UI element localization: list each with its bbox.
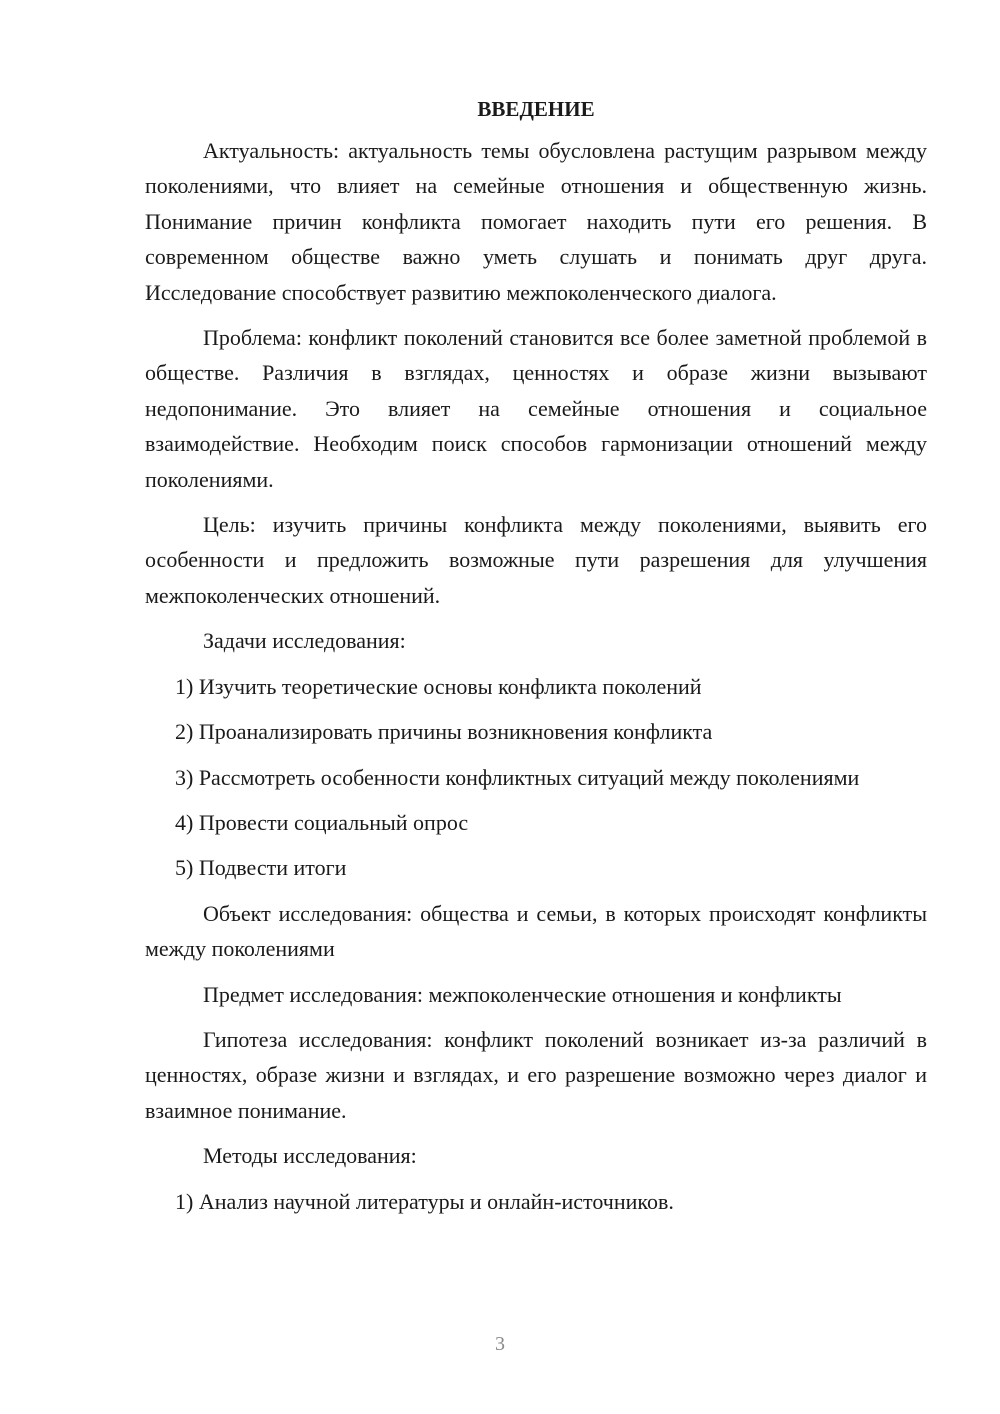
problem-paragraph: Проблема: конфликт поколений становится все более заметной проблемой в обществе. Различия в взглядах, ценностях и образе жизни вызывают недопонимание. Это влияет на семейные отношения и социальное взаимодействие. Необходим поиск способов гармонизации отношений между поколениями. [145,325,927,492]
task-item-2: 2) Проанализировать причины возникновения конфликта [175,719,713,745]
section-title: ВВЕДЕНИЕ [477,97,595,121]
methods-heading: Методы исследования: [203,1143,417,1169]
hypothesis-paragraph: Гипотеза исследования: конфликт поколений возникает из-за различий в ценностях, образе жизни и взглядах, и его разрешение возможно через диалог и взаимное понимание. [145,1026,927,1123]
task-item-5: 5) Подвести итоги [175,855,347,881]
method-item-1: 1) Анализ научной литературы и онлайн-источников. [175,1188,674,1214]
document-body [145,92,927,1229]
page-number: 3 [495,1333,505,1355]
subject-paragraph: Предмет исследования: межпоколенческие отношения и конфликты [203,981,842,1007]
relevance-paragraph: Актуальность: актуальность темы обусловлена растущим разрывом между поколениями, что влияет на семейные отношения и общественную жизнь. Понимание причин конфликта помогает находить пути его решения. В современном обществе важно уметь слушать и понимать друг друга. Исследование способствует развитию межпоколенческого диалога. [145,138,927,305]
task-item-3: 3) Рассмотреть особенности конфликтных ситуаций между поколениями [175,764,860,790]
goal-paragraph: Цель: изучить причины конфликта между поколениями, выявить его особенности и предложить возможные пути разрешения для улучшения межпоколенческих отношений. [145,512,927,608]
task-item-4: 4) Провести социальный опрос [175,809,469,835]
tasks-heading: Задачи исследования: [203,628,406,654]
task-item-1: 1) Изучить теоретические основы конфликта поколений [175,673,702,699]
object-paragraph: Объект исследования: общества и семьи, в которых происходят конфликты между поколениями [145,900,927,962]
